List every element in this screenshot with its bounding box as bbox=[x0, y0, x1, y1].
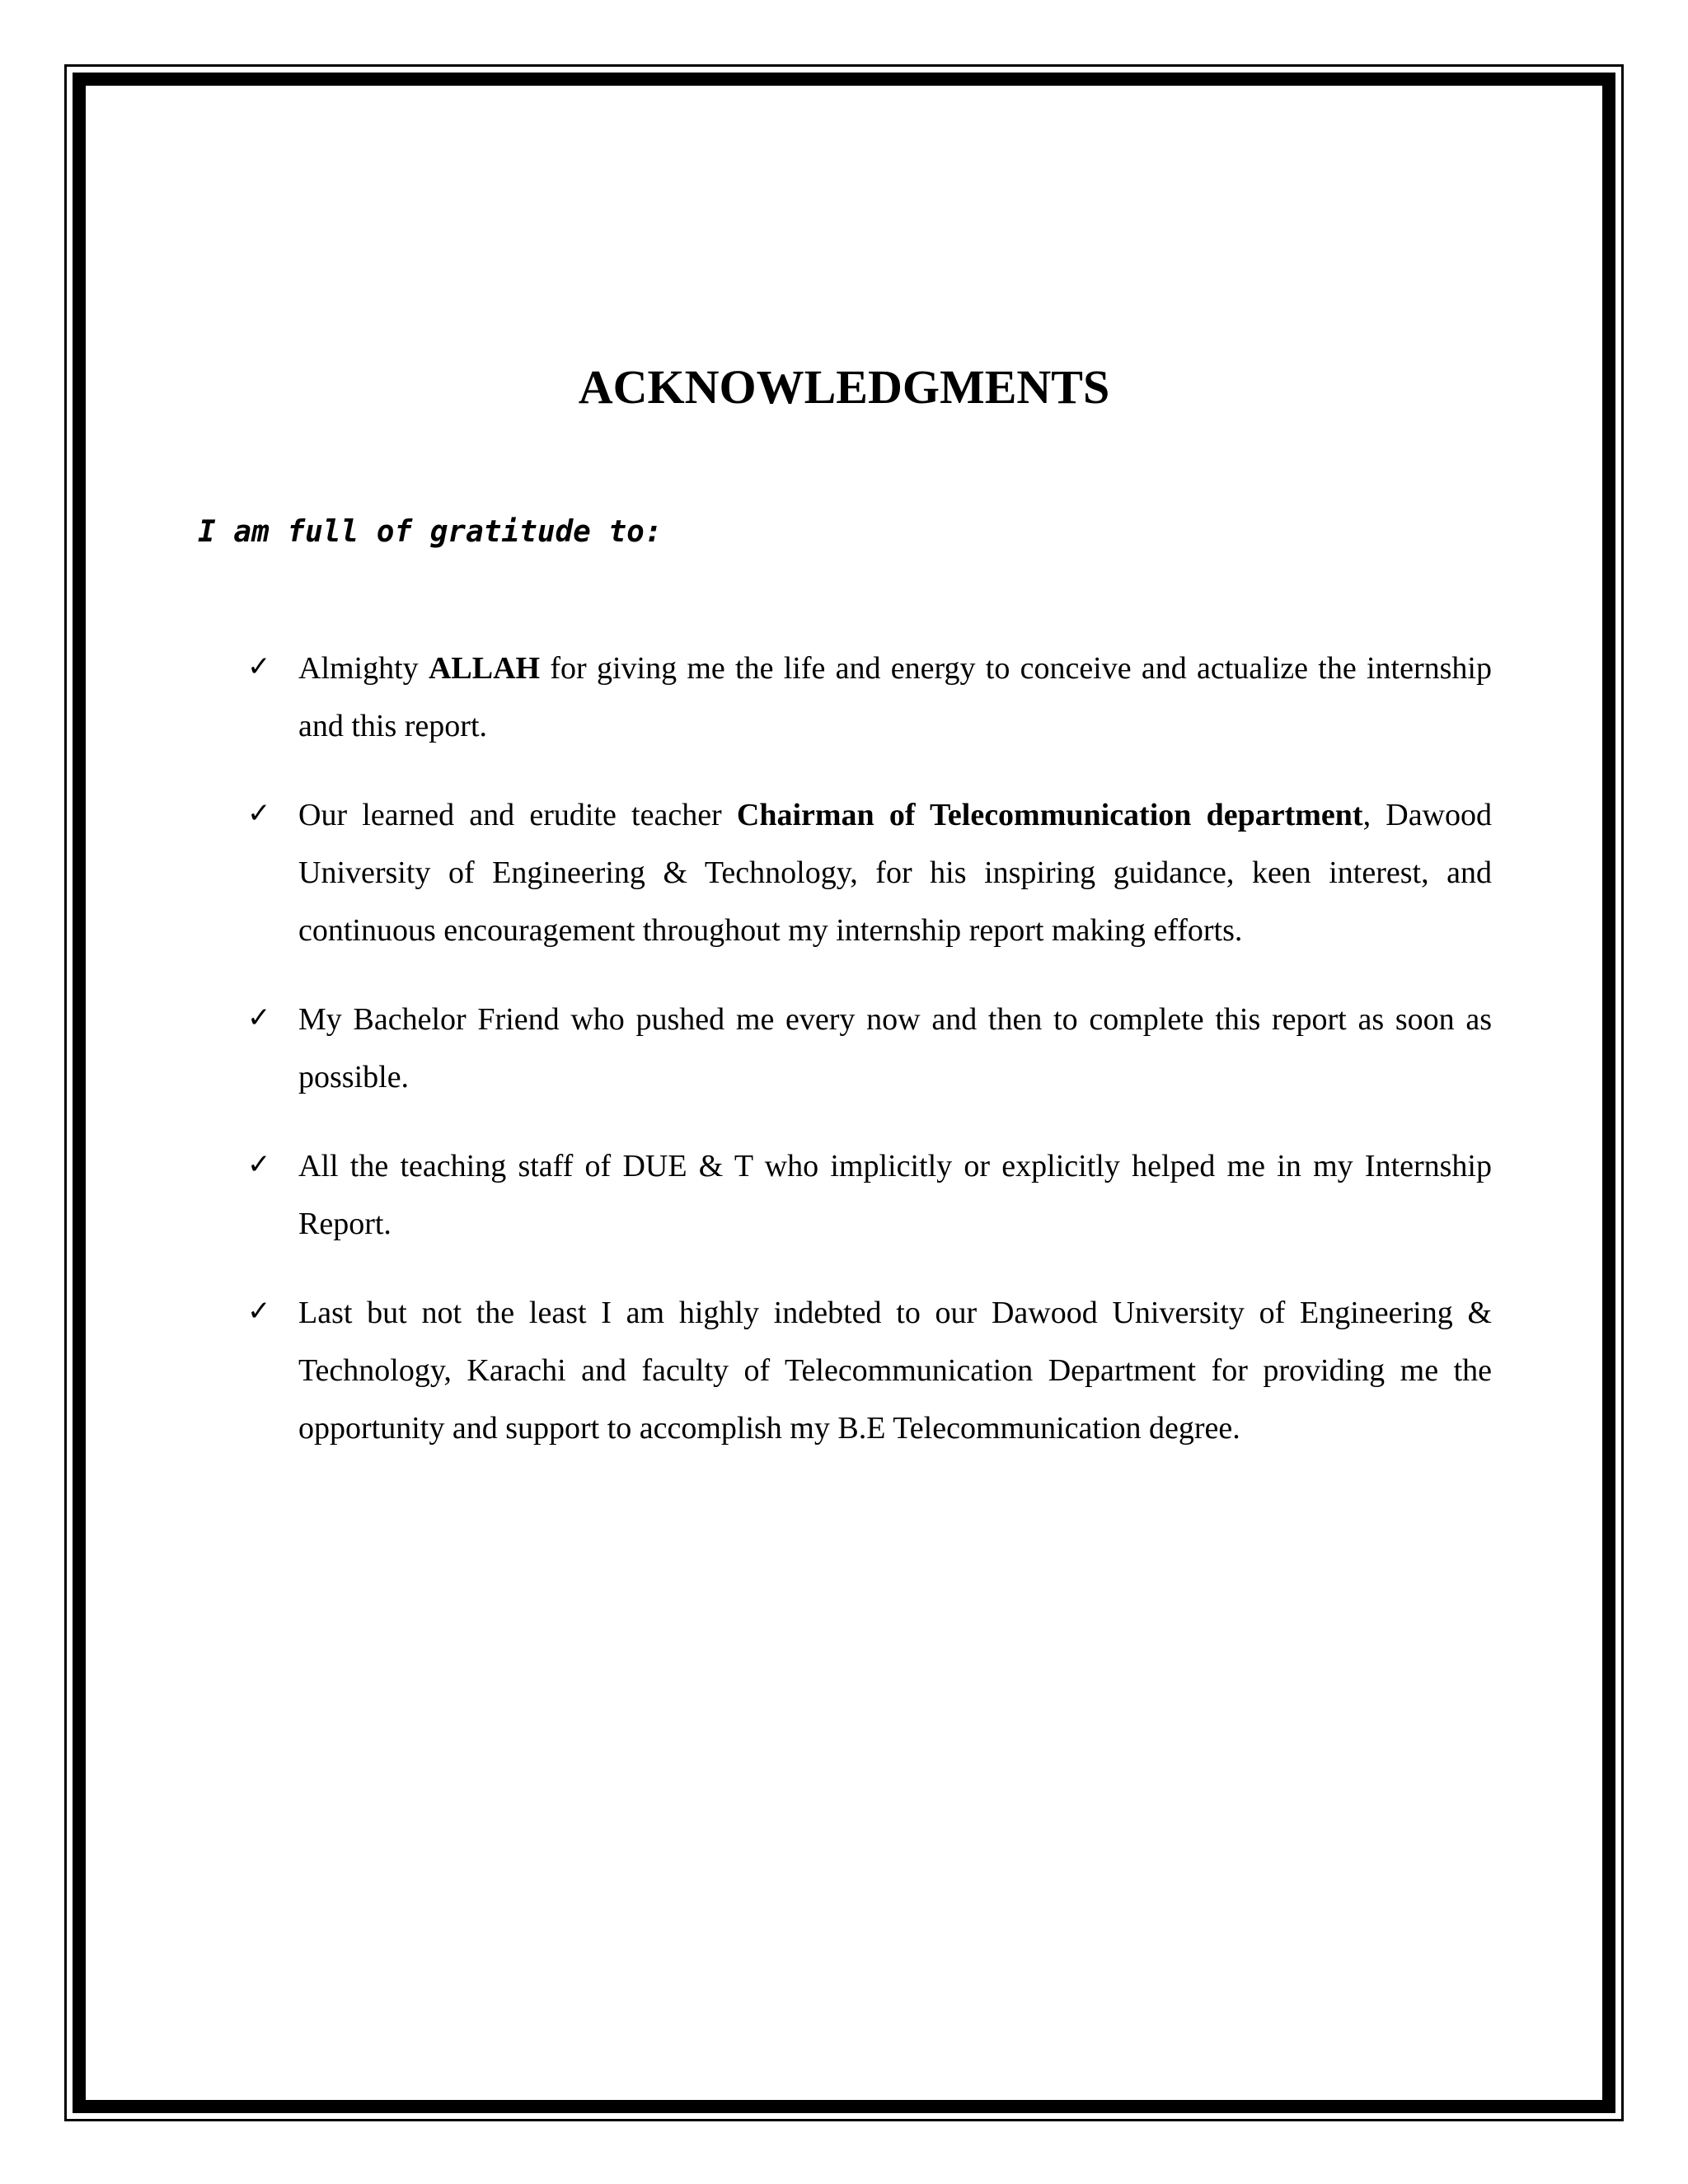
intro-heading: I am full of gratitude to: bbox=[198, 515, 663, 549]
item-text-bold: ALLAH bbox=[428, 651, 541, 686]
item-text-after: , Dawood University of Engineering & Technology, for his inspiring guidance, keen interest, and continuous encouragement throughout my internship report making efforts. bbox=[298, 798, 1493, 948]
checkmark-icon: ✓ bbox=[247, 650, 271, 683]
checkmark-icon: ✓ bbox=[247, 1295, 271, 1328]
item-text-before: My Bachelor Friend who pushed me every now and then to complete this report as soon as possible. bbox=[298, 1002, 1492, 1094]
item-text-before: Almighty bbox=[298, 651, 429, 686]
list-item bbox=[247, 1137, 1492, 1253]
item-text-after: for giving me the life and energy to conceive and actualize the internship and this report. bbox=[298, 651, 1492, 743]
checkmark-icon: ✓ bbox=[247, 1001, 271, 1034]
page-title: ACKNOWLEDGMENTS bbox=[578, 360, 1110, 414]
list-item bbox=[247, 640, 1492, 755]
list-item bbox=[247, 1284, 1492, 1457]
acknowledgment-list bbox=[247, 640, 1492, 1488]
item-text-before: All the teaching staff of DUE & T who implicitly or explicitly helped me in my Internship Report. bbox=[298, 1149, 1492, 1241]
item-text-bold: Chairman of Telecommunication department bbox=[736, 798, 1363, 832]
item-text-before: Last but not the least I am highly indebted to our Dawood University of Engineering & Technology, Karachi and faculty of Telecommunication Department for providing me the opportunity and support to accomplish my B.E Telecommunication degree. bbox=[298, 1296, 1492, 1446]
item-text-before: Our learned and erudite teacher bbox=[298, 798, 737, 832]
list-item bbox=[247, 991, 1492, 1106]
checkmark-icon: ✓ bbox=[247, 1148, 271, 1181]
checkmark-icon: ✓ bbox=[247, 797, 271, 830]
list-item bbox=[247, 786, 1492, 959]
